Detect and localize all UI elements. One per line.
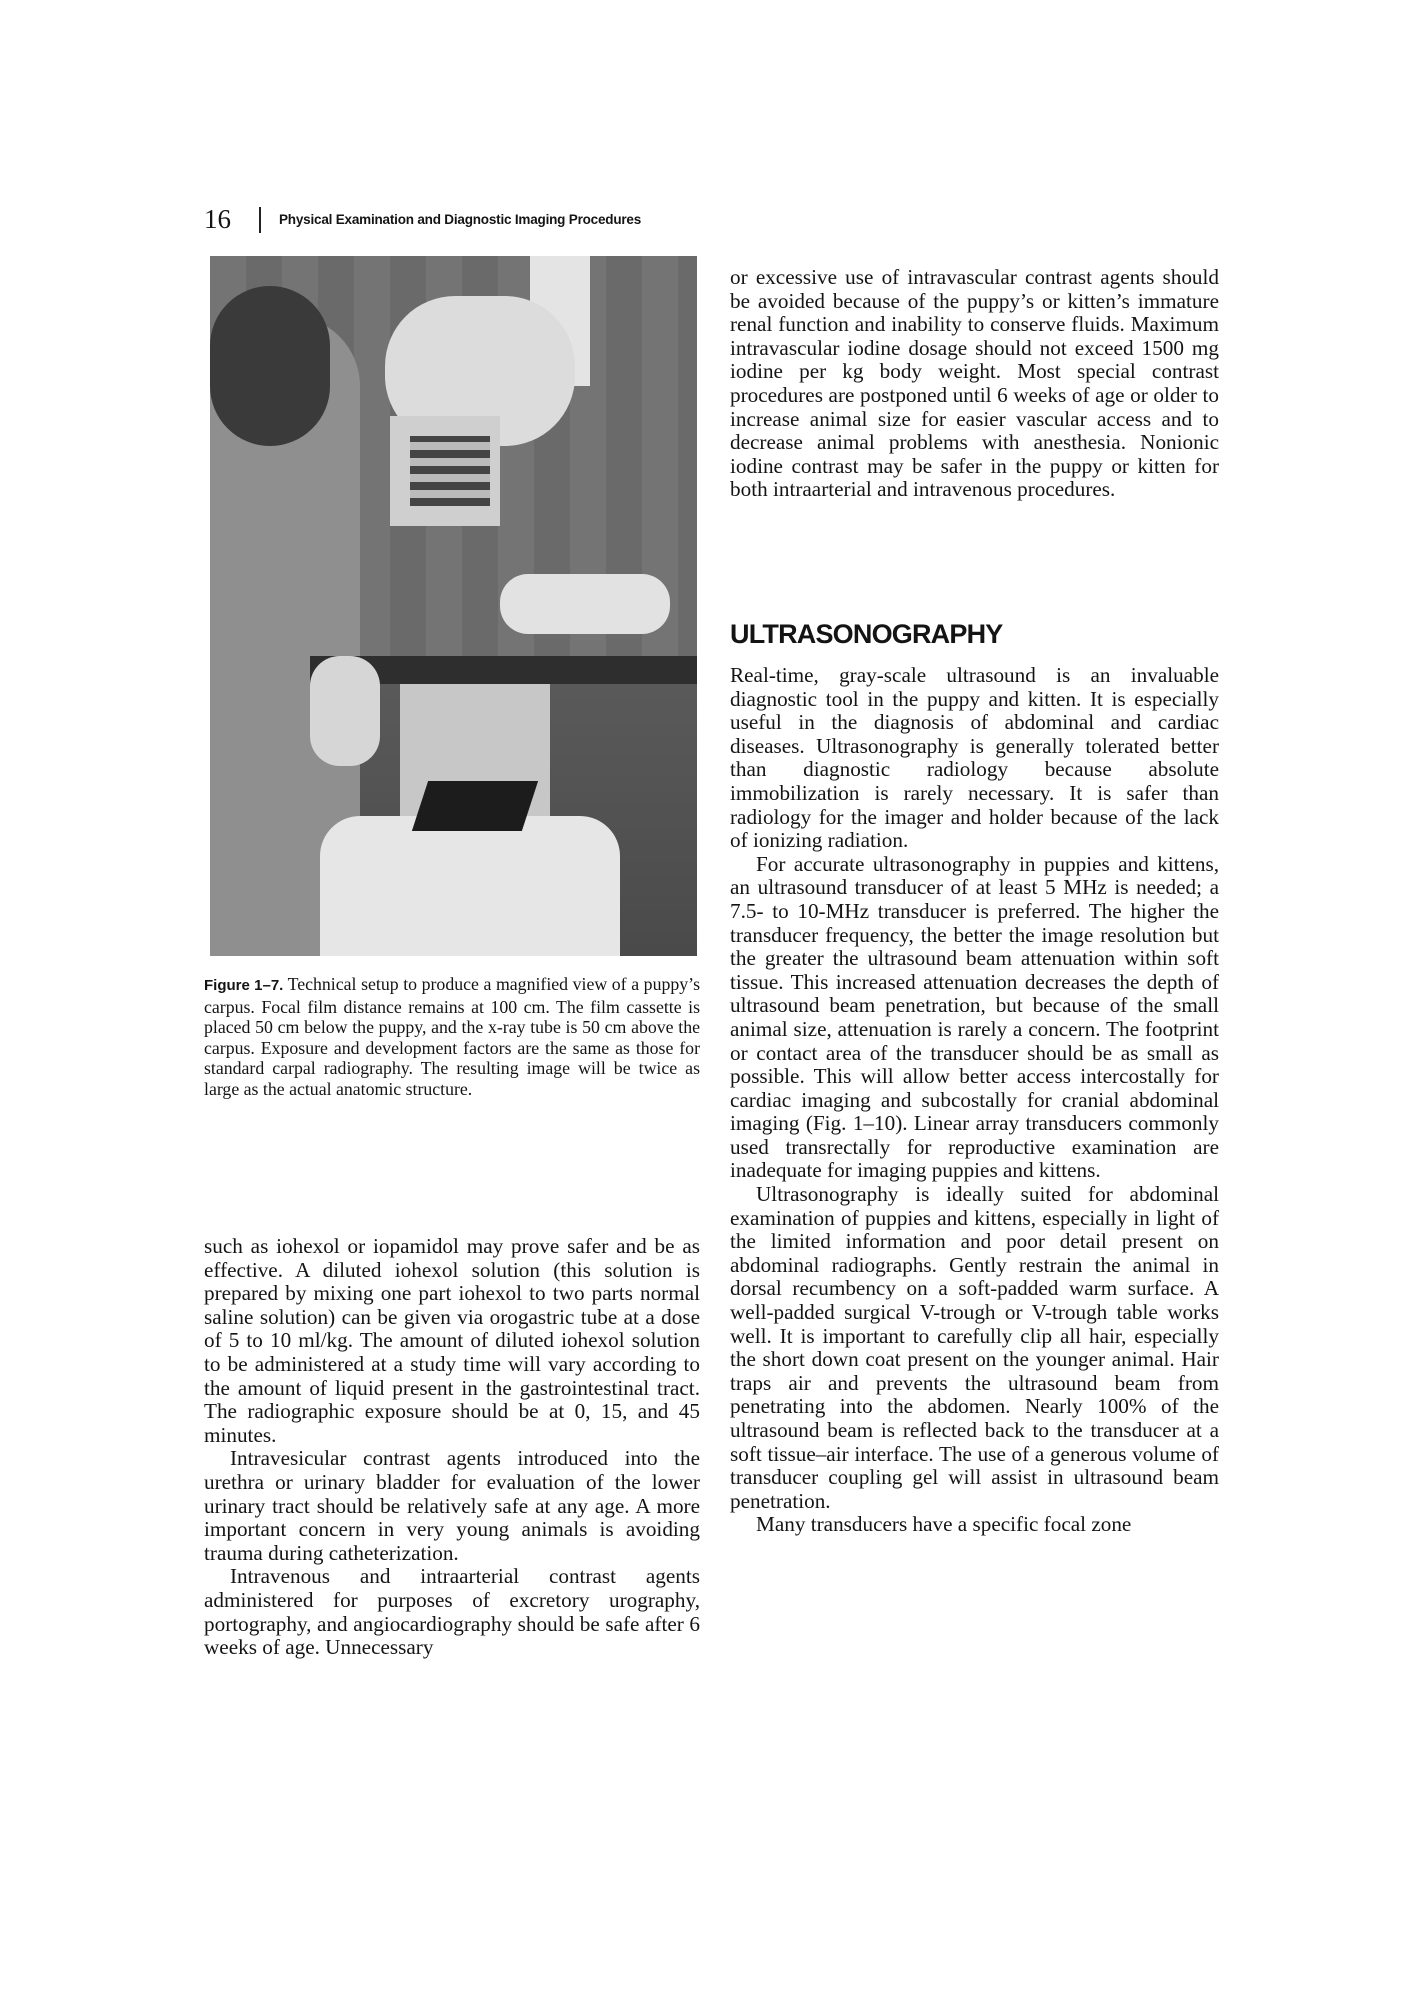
paragraph: Intravesicular contrast agents introduced into the urethra or urinary bladder for evaluation of the lower urinary tract should be relatively safe at any age. A more important concern in very young animals is avoiding trauma during catheterization. <box>204 1446 700 1565</box>
right-column-bottom <box>730 664 1219 1537</box>
left-column <box>204 1235 700 1660</box>
running-head: Physical Examination and Diagnostic Imaging Procedures <box>279 212 642 227</box>
technician-hair <box>210 286 330 446</box>
figure-caption <box>204 974 700 1099</box>
lead-glove <box>500 574 670 634</box>
xray-collimator <box>410 436 490 506</box>
paragraph: For accurate ultrasonography in puppies and kittens, an ultrasound transducer of at least 5 MHz is needed; a 7.5- to 10-MHz transducer is preferred. The higher the transducer frequency, the better the image resolution but the greater the ultrasound beam attenuation within soft tissue. This increased attenuation decreases the depth of ultrasound beam penetration, but because of the small animal size, attenuation is rarely a concern. The footprint or contact area of the transducer should be as small as possible. This will allow better access intercostally for cardiac imaging and subcostally for cranial abdominal imaging (Fig. 1–10). Linear array transducers commonly used transrectally for reproductive examination are inadequate for imaging puppies and kittens. <box>730 851 1219 1183</box>
figure-caption-text: Technical setup to produce a magnified view of a puppy’s carpus. Focal film distance remains at 100 cm. The film cassette is placed 50 cm below the puppy, and the x-ray tube is 50 cm above the carpus. Exposure and development factors are the same as those for standard carpal radiography. The resulting image will be twice as large as the actual anatomic structure. <box>204 974 700 1099</box>
paragraph: Many transducers have a specific focal zone <box>756 1512 1132 1537</box>
paragraph: Real-time, gray-scale ultrasound is an invaluable diagnostic tool in the puppy and kitten. It is especially useful in the diagnosis of abdominal and cardiac diseases. Ultrasonography is generally tolerated better than diagnostic radiology because absolute immobilization is rarely necessary. It is safer than radiology for the imager and holder because of the lack of ionizing radiation. <box>730 663 1219 853</box>
technician-glove <box>310 656 380 766</box>
header-divider <box>259 207 261 233</box>
cloth-cover <box>320 816 620 956</box>
film-cassette <box>412 781 538 831</box>
figure-label: Figure 1–7. <box>204 977 284 994</box>
figure-photo <box>210 256 697 956</box>
paragraph: Intravenous and intraarterial contrast agents administered for purposes of excretory urography, portography, and angiocardiography should be safe after 6 weeks of age. Unnecessary <box>204 1564 700 1660</box>
paragraph: such as iohexol or iopamidol may prove safer and be as effective. A diluted iohexol solution (this solution is prepared by mixing one part iohexol to two parts normal saline solution) can be given via orogastric tube at a dose of 5 to 10 ml/kg. The amount of diluted iohexol solution to be administered at a study time will vary according to the amount of liquid present in the gastrointestinal tract. The radiographic exposure should be at 0, 15, and 45 minutes. <box>204 1234 700 1447</box>
page-number: 16 <box>204 204 231 234</box>
section-heading: ULTRASONOGRAPHY <box>730 619 1003 649</box>
paragraph: Ultrasonography is ideally suited for abdominal examination of puppies and kittens, especially in light of the limited information and poor detail present on abdominal radiographs. Gently restrain the animal in dorsal recumbency on a soft-padded warm surface. A well-padded surgical V-trough or V-trough table works well. It is important to carefully clip all hair, especially the short down coat present on the younger animal. Hair traps air and prevents the ultrasound beam from penetrating into the abdomen. Nearly 100% of the ultrasound beam is reflected back to the transducer at a soft tissue–air interface. The use of a generous volume of transducer coupling gel will assist in ultrasound beam penetration. <box>730 1182 1219 1513</box>
paragraph: or excessive use of intravascular contrast agents should be avoided because of the puppy’s or kitten’s immature renal function and inability to conserve fluids. Maximum intravascular iodine dosage should not exceed 1500 mg iodine per kg body weight. Most special contrast procedures are postponed until 6 weeks of age or older to increase animal size for easier vascular access and to decrease animal problems with anesthesia. Nonionic iodine contrast may be safer in the puppy or kitten for both intraarterial and intravenous procedures. <box>730 265 1219 502</box>
page-header <box>204 204 641 235</box>
right-column-top <box>730 266 1219 502</box>
